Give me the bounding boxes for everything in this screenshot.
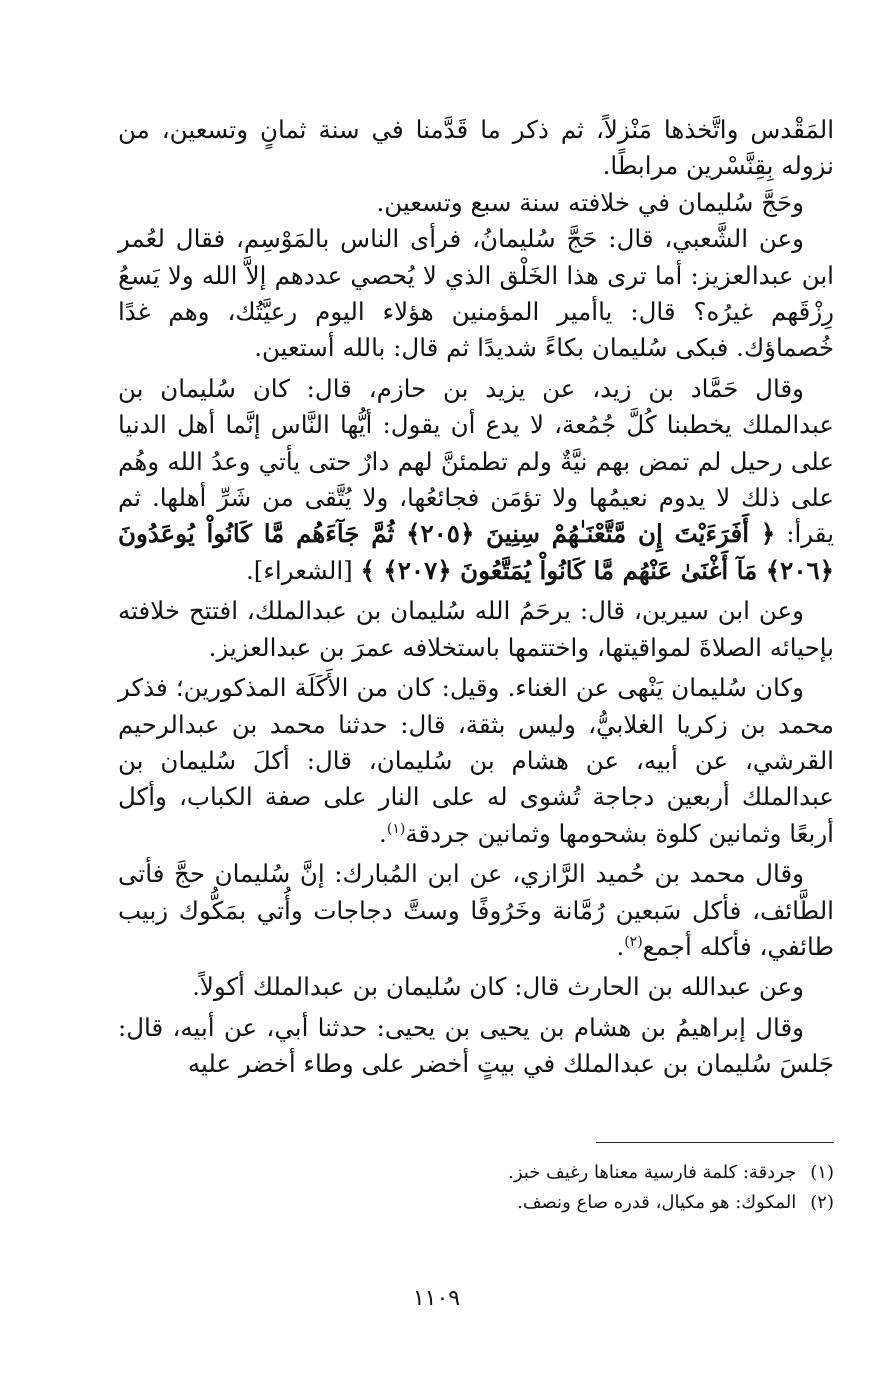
paragraph-2: وحَجَّ سُليمان في خلافته سنة سبع وتسعين. (376, 187, 804, 217)
footnote-2 (300, 1188, 834, 1218)
main-text (118, 112, 834, 1083)
footnote-divider (596, 1142, 834, 1143)
surah-name: [الشعراء]. (246, 555, 353, 585)
paragraph-7-text: وقال محمد بن حُميد الرَّازي، عن ابن المُبارك: إنَّ سُليمان حجَّ فأتى الطَّائف، فأكل سَبعين رُمَّانة وخَرُوفًا وستَّ دجاجات وأُتي بمَكُّوك زبيب طائفي، فأكله أجمع (118, 859, 834, 961)
paragraph-6-text: وكان سُليمان يَنْهى عن الغناء. وقيل: كان من الأَكَلَة المذكورين؛ فذكر محمد بن زكريا الغلابيُّ، وليس بثقة، قال: حدثنا محمد بن عبدالرحيم القرشي، عن أبيه، عن هشام بن سُليمان، قال: أكلَ سُليمان بن عبدالملك أربعين دجاجة تُشوى له على النار على صفة الكباب، وأكل أربعًا وثمانين كلوة بشحومها وثمانين جردقة (118, 673, 834, 848)
footnotes (300, 1158, 834, 1218)
paragraph-7-end: . (616, 931, 625, 961)
footnote-2-text: المكوك: هو مكيال، قدره صاع ونصف. (517, 1192, 797, 1213)
page-number: ١١٠٩ (412, 1286, 461, 1311)
paragraph-7 (118, 856, 834, 965)
paragraph-9: وقال إبراهيمُ بن هشام بن يحيى بن يحيى: حدثنا أبي، عن أبيه، قال: جَلسَ سُليمان بن عبدالملك في بيتٍ أخضر على وطاء أخضر عليه (118, 1012, 834, 1079)
paragraph-3: وعن الشَّعبي، قال: حَجَّ سُليمانُ، فرأى الناس بالمَوْسِم، فقال لعُمر ابن عبدالعزيز: أما ترى هذا الخَلْق الذي لا يُحصي عددهم إلاَّ الله ولا يَسعُ رِزْقَهم غيرُه؟ قال: ياأمير المؤمنين هؤلاء اليوم رعيَّتُك، وهم غدًا خُصماؤك. فبكى سُليمان بكاءً شديدًا ثم قال: بالله أستعين. (118, 224, 834, 363)
footnote-ref-2[interactable]: (٢) (624, 933, 643, 950)
paragraph-1: المَقْدس واتَّخذها مَنْزلاً، ثم ذكر ما قَدَّمنا في سنة ثمانٍ وتسعين، من نزوله بِقِنَّسْرين مرابطًا. (118, 115, 834, 181)
paragraph-8: وعن عبدالله بن الحارث قال: كان سُليمان بن عبدالملك أكولاً. (192, 972, 804, 1002)
quran-verse: ﴿ أَفَرَءَيْتَ إِن مَّتَّعْنَـٰهُمْ سِنِينَ ﴿٢٠٥﴾ ثُمَّ جَآءَهُم مَّا كَانُواْ يُوعَدُونَ ﴿٢٠٦﴾ مَآ أَغْنَىٰ عَنْهُم مَّا كَانُواْ يُمَتَّعُونَ ﴿٢٠٧﴾ ﴾ (118, 519, 834, 585)
footnote-1 (300, 1158, 834, 1188)
paragraph-5: وعن ابن سيرين، قال: يرحَمُ الله سُليمان بن عبدالملك، افتتح خلافته بإحيائه الصلاةَ لمواقيتها، واختتمها باستخلافه عمرَ بن عبدالعزيز. (118, 596, 834, 662)
footnote-1-number: (١) (810, 1162, 834, 1183)
footnote-2-number: (٢) (810, 1192, 834, 1213)
paragraph-6 (118, 670, 834, 852)
footnote-ref-1[interactable]: (١) (386, 820, 406, 837)
paragraph-6-end: . (379, 818, 387, 848)
paragraph-4-text: وقال حَمَّاد بن زيد، عن يزيد بن حازم، قال: كان سُليمان بن عبدالملك يخطبنا كُلَّ جُمُعة، لا يدع أن يقول: أيُّها النَّاس إنَّما أهل الدنيا على رحيل لم تمض بهم نيَّةٌ ولم تطمئنَّ لهم دارٌ حتى يأتي وعدُ الله وهُم على ذلك لا يدوم نعيمُها ولا تؤمَن فجائعُها، ولا يُتَّقى من شَرِّ أهلها. ثم يقرأ: (118, 373, 835, 549)
paragraph-4 (118, 371, 834, 589)
footnote-1-text: جردقة: كلمة فارسية معناها رغيف خبز. (508, 1162, 797, 1183)
